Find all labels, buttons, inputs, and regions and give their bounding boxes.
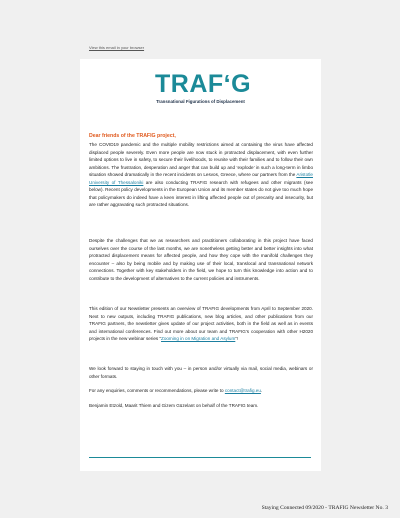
paragraph-newsletter-overview: This edition of our Newsletter presents an overview of TRAFIG developments from April to September 2020. Next to new outputs, including TRAFIG publications, new blog articles, and other publications from our TRAFIG partners, the newsletter gives update of our project activities, both in the field as well as in events and international conferences. Find out more about our team and TRAFIG’s cooperation with other H2020 projects in the new webinar series “Zooming in on Migration and Asylum”! (89, 306, 313, 341)
page-footer: Staying Connected 09/2020 - TRAFIG Newsletter No. 3 (261, 505, 388, 511)
email-header-bar (80, 40, 321, 60)
paragraph-stay-in-touch: We look forward to staying in touch with you – in person and/or virtually via mail, social media, webinars or other formats. (89, 366, 313, 379)
greeting: Dear friends of the TRAFIG project, (89, 133, 176, 139)
trafig-logo (155, 70, 252, 104)
paragraph-challenges: Despite the challenges that we as researchers and practitioners collaborating in this project have faced ourselves over the course of the last months, we are nonetheless getting better and better insights into what protracted displacement means for affected people, and how they cope with the manifold challenges they encounter – also by being mobile and by making use of their local, translocal and transnational network connections. Together with key stakeholders in the field, we hope to turn this knowledge into action and to contribute to the development of alternatives to the current policies and instruments. (89, 238, 313, 281)
paragraph-enquiries: For any enquiries, comments or recommendations, please write to contact@trafig.eu. (89, 388, 263, 393)
paragraph-signature: Benjamin Etzold, Maarit Thiem and Gizem Güzelant on behalf of the TRAFIG team. (89, 403, 259, 408)
logo-subtitle: Transnational Figurations of Displacement (156, 99, 245, 104)
divider (89, 457, 311, 458)
logo-wordmark: TRAFʻG (155, 70, 252, 98)
aristotle-university-link[interactable]: Aristotle University of Thessaloniki (89, 172, 313, 185)
webinar-series-link[interactable]: Zooming in on Migration and Asylum (161, 336, 236, 341)
contact-email-link[interactable]: contact@trafig.eu (224, 388, 261, 393)
paragraph-intro: The COVID19 pandemic and the multiple mobility restrictions aimed at containing the virus have affected displaced people severely. Even more people are now stuck in protracted displacement, with even further limited options to live in safety, to secure their livelihoods, to reunite with their families and to follow their own ambitions. The frustration, desperation and anger that can build up and ‘explode’ in such a long-term in limbo situation showed dramatically in the recent incidents on Lesvos, Greece, where our partners from the Aristotle University of Thessaloniki are also conducting TRAFIG research with refugees and other migrants (see below). Recent policy developments in the European Union and its member states do not give too much hope that policymakers do indeed have a keen interest in lifting affected people out of precarity and insecurity, but are rather aggravating such protracted situations. (89, 142, 313, 207)
newsletter-card (80, 59, 321, 471)
view-in-browser-link[interactable]: View this email in your browser (89, 45, 145, 50)
